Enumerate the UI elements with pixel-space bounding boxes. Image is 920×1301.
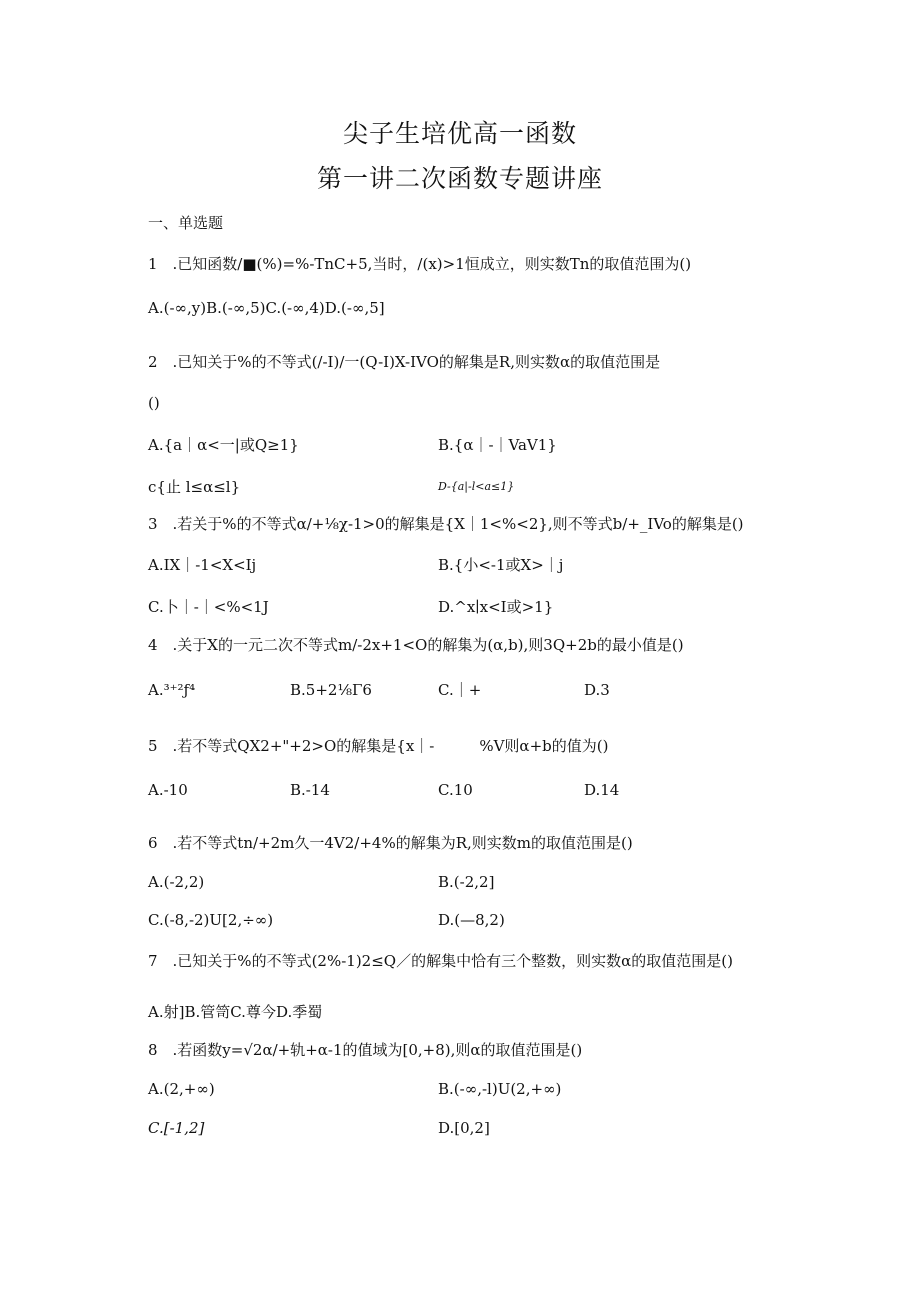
question-4-option-c: C.｜+ [438,681,482,699]
question-8-option-d: D.[0,2] [438,1119,490,1137]
question-2: 2 .已知关于%的不等式(/-I)/一(Q-I)X-IVO的解集是R,则实数α的取值范围是 [148,353,661,371]
document-subtitle: 第一讲二次函数专题讲座 [316,164,603,193]
question-6-option-b: B.(-2,2] [438,873,495,891]
question-4-option-d: D.3 [584,681,610,699]
question-4: 4 .关于X的一元二次不等式m/-2x+1<O的解集为(α,b),则3Q+2b的最小值是() [148,636,684,654]
question-1-options: A.(-∞,y)B.(-∞,5)C.(-∞,4)D.(-∞,5] [148,299,385,317]
question-8-option-c: C.[-1,2] [148,1119,205,1137]
question-5-option-b: B.-14 [290,781,330,799]
question-6-option-c: C.(-8,-2)U[2,÷∞) [148,911,274,929]
question-6-option-a: A.(-2,2) [148,873,205,891]
question-3-option-d: D.^x∣x<I或>1} [438,598,554,616]
question-4-option-a: A.³⁺²ƒ⁴ [148,681,196,699]
document-title: 尖子生培优高一函数 [342,119,577,148]
question-2-option-c: c{止 l≤α≤l} [148,478,241,496]
question-2-option-a: A.{a｜α<一|或Q≥1} [148,436,299,454]
question-6: 6 .若不等式tn/+2m久一4V2/+4%的解集为R,则实数m的取值范围是() [148,834,633,852]
question-3-option-a: A.IX｜-1<X<Ij [148,556,257,574]
question-5-option-d: D.14 [584,781,620,799]
question-2-option-d: D-{a|-l<a≤1} [438,480,515,493]
question-7: 7 .已知关于%的不等式(2%-1)2≤Q／的解集中恰有三个整数，则实数α的取值范围是() [148,952,733,970]
question-1: 1 .已知函数/■(%)=%-TnC+5,当时，/(x)>1恒成立，则实数Tn的取值范围为() [148,255,692,273]
question-8-option-b: B.(-∞,-l)U(2,+∞) [438,1080,562,1098]
question-3: 3 .若关于%的不等式α/+⅛χ-1>0的解集是{X｜1<%<2},则不等式b/+_IVo的解集是() [148,515,744,533]
question-6-option-d: D.(—8,2) [438,911,505,929]
section-heading: 一、单选题 [148,214,224,232]
question-3-option-c: C.卜｜-｜<%<1J [148,598,269,616]
question-5-option-c: C.10 [438,781,473,799]
question-8: 8 .若函数y=√2α/+轨+α-1的值域为[0,+8),则α的取值范围是() [148,1041,583,1059]
question-2-option-b: B.{α｜-｜VaV1} [438,436,557,454]
question-5-option-a: A.-10 [148,781,188,799]
question-5: 5 .若不等式QX2+"+2>O的解集是{x｜- %V则α+b的值为() [148,737,609,755]
question-7-options: A.射]B.管笥C.尊今D.季蜀 [148,1003,323,1021]
question-2-paren: () [148,394,160,412]
question-4-option-b: B.5+2⅛Γ6 [290,681,372,699]
question-3-option-b: B.{小<-1或X>｜j [438,556,564,574]
question-8-option-a: A.(2,+∞) [148,1080,215,1098]
